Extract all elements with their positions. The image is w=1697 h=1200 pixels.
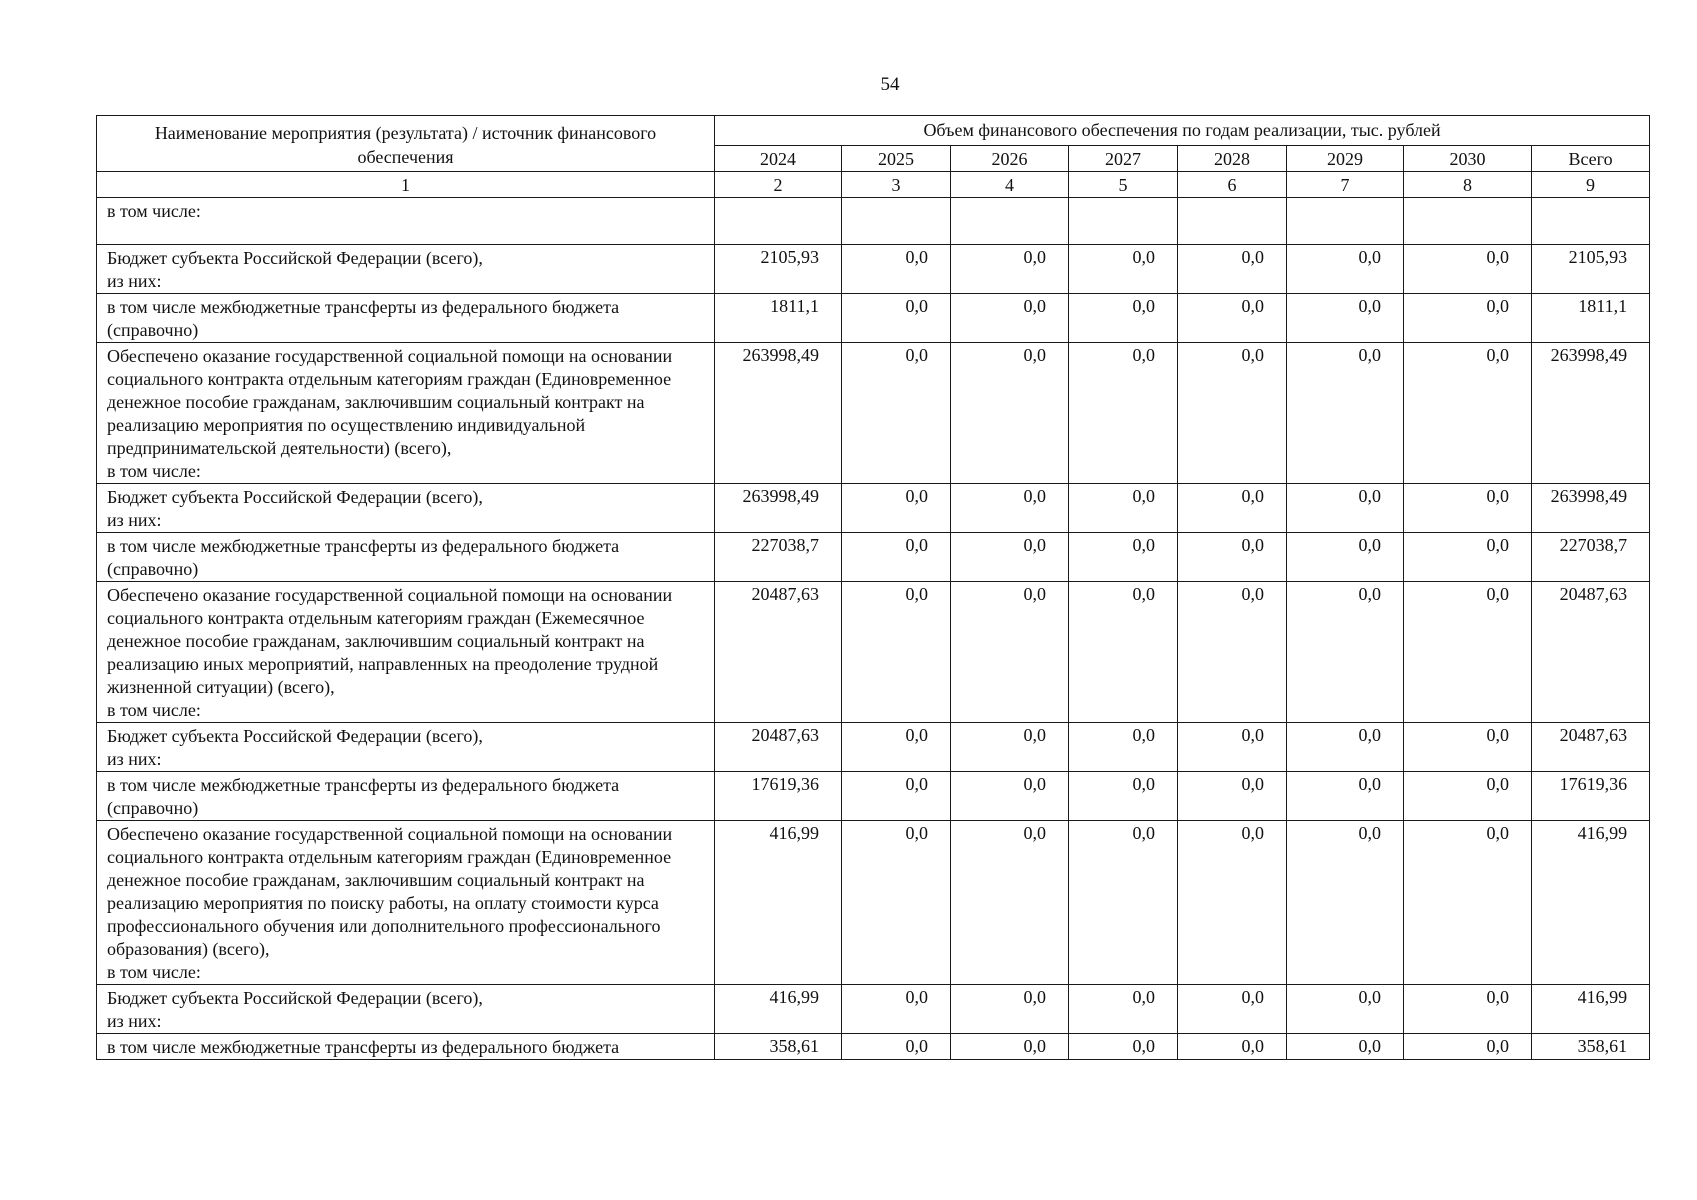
row-value-cell: 0,0 xyxy=(1287,821,1404,985)
row-value-cell: 0,0 xyxy=(1404,245,1532,294)
table-row xyxy=(97,198,1650,245)
row-value-cell: 2105,93 xyxy=(1532,245,1650,294)
row-value-cell: 0,0 xyxy=(842,582,951,723)
header-column-number: 8 xyxy=(1404,172,1532,198)
row-name-cell: Бюджет субъекта Российской Федерации (всего), из них: xyxy=(97,723,715,772)
financing-table xyxy=(96,115,1650,1060)
row-value-cell xyxy=(951,198,1069,245)
header-column-numbers-row xyxy=(97,172,1650,198)
table-row xyxy=(97,985,1650,1034)
header-column-number: 2 xyxy=(715,172,842,198)
row-value-cell: 0,0 xyxy=(1069,821,1178,985)
row-value-cell: 0,0 xyxy=(951,1034,1069,1060)
row-value-cell: 0,0 xyxy=(1178,772,1287,821)
row-value-cell: 0,0 xyxy=(1178,985,1287,1034)
row-value-cell: 17619,36 xyxy=(1532,772,1650,821)
row-name-cell: в том числе: xyxy=(97,198,715,245)
row-value-cell: 0,0 xyxy=(1404,343,1532,484)
row-value-cell: 0,0 xyxy=(842,723,951,772)
row-value-cell: 0,0 xyxy=(1178,484,1287,533)
row-value-cell: 0,0 xyxy=(1287,1034,1404,1060)
row-value-cell: 227038,7 xyxy=(715,533,842,582)
row-value-cell: 0,0 xyxy=(1287,772,1404,821)
row-value-cell: 0,0 xyxy=(1404,985,1532,1034)
row-value-cell xyxy=(1178,198,1287,245)
row-value-cell: 0,0 xyxy=(1069,985,1178,1034)
row-value-cell: 2105,93 xyxy=(715,245,842,294)
row-value-cell: 0,0 xyxy=(1404,294,1532,343)
row-value-cell: 0,0 xyxy=(1287,582,1404,723)
row-value-cell: 0,0 xyxy=(1404,533,1532,582)
header-year-cell: Всего xyxy=(1532,146,1650,172)
row-name-cell: Бюджет субъекта Российской Федерации (всего), из них: xyxy=(97,245,715,294)
row-value-cell: 0,0 xyxy=(1069,582,1178,723)
row-value-cell: 0,0 xyxy=(842,533,951,582)
table-row xyxy=(97,533,1650,582)
table-row xyxy=(97,484,1650,533)
row-value-cell xyxy=(1287,198,1404,245)
row-value-cell: 0,0 xyxy=(842,484,951,533)
row-value-cell: 0,0 xyxy=(1178,294,1287,343)
row-value-cell: 263998,49 xyxy=(715,343,842,484)
row-value-cell: 0,0 xyxy=(1069,294,1178,343)
table-row xyxy=(97,582,1650,723)
row-value-cell: 17619,36 xyxy=(715,772,842,821)
header-year-cell: 2028 xyxy=(1178,146,1287,172)
row-value-cell: 20487,63 xyxy=(715,723,842,772)
table-row xyxy=(97,343,1650,484)
row-value-cell: 0,0 xyxy=(951,821,1069,985)
row-value-cell xyxy=(1069,198,1178,245)
row-value-cell: 0,0 xyxy=(1404,1034,1532,1060)
row-value-cell: 0,0 xyxy=(842,1034,951,1060)
page-number: 54 xyxy=(880,74,900,95)
row-value-cell xyxy=(842,198,951,245)
row-value-cell: 263998,49 xyxy=(1532,343,1650,484)
row-value-cell: 358,61 xyxy=(715,1034,842,1060)
table-row xyxy=(97,723,1650,772)
row-value-cell: 263998,49 xyxy=(715,484,842,533)
row-value-cell: 263998,49 xyxy=(1532,484,1650,533)
table-row xyxy=(97,294,1650,343)
row-value-cell: 0,0 xyxy=(1178,533,1287,582)
row-value-cell: 0,0 xyxy=(951,985,1069,1034)
row-value-cell: 0,0 xyxy=(951,343,1069,484)
row-value-cell: 0,0 xyxy=(1287,245,1404,294)
row-value-cell: 1811,1 xyxy=(1532,294,1650,343)
row-value-cell: 0,0 xyxy=(1287,294,1404,343)
header-column-number: 6 xyxy=(1178,172,1287,198)
row-name-cell: Бюджет субъекта Российской Федерации (всего), из них: xyxy=(97,985,715,1034)
row-value-cell: 0,0 xyxy=(1178,343,1287,484)
header-column-number: 4 xyxy=(951,172,1069,198)
row-value-cell: 0,0 xyxy=(1404,582,1532,723)
row-value-cell: 227038,7 xyxy=(1532,533,1650,582)
table-row xyxy=(97,772,1650,821)
row-value-cell: 0,0 xyxy=(1404,772,1532,821)
header-year-cell: 2025 xyxy=(842,146,951,172)
header-column-number: 3 xyxy=(842,172,951,198)
row-value-cell: 0,0 xyxy=(1069,245,1178,294)
row-value-cell: 0,0 xyxy=(1287,343,1404,484)
table-row xyxy=(97,1034,1650,1060)
header-year-cell: 2029 xyxy=(1287,146,1404,172)
row-name-cell: в том числе межбюджетные трансферты из федерального бюджета (справочно) xyxy=(97,294,715,343)
row-value-cell: 0,0 xyxy=(1287,533,1404,582)
row-value-cell: 416,99 xyxy=(715,985,842,1034)
row-value-cell: 0,0 xyxy=(951,723,1069,772)
row-value-cell: 0,0 xyxy=(842,245,951,294)
row-value-cell: 0,0 xyxy=(1287,985,1404,1034)
row-value-cell: 0,0 xyxy=(1069,1034,1178,1060)
header-column-number: 5 xyxy=(1069,172,1178,198)
row-value-cell xyxy=(715,198,842,245)
row-value-cell: 0,0 xyxy=(842,985,951,1034)
row-value-cell: 0,0 xyxy=(1287,484,1404,533)
row-value-cell: 0,0 xyxy=(951,245,1069,294)
row-value-cell: 20487,63 xyxy=(715,582,842,723)
row-name-cell: Обеспечено оказание государственной социальной помощи на основании социального контракта отдельным категориям граждан (Единовременное денежное пособие гражданам, заключившим социальный контракт на реализацию мероприятия по поиску работы, на оплату стоимости курса профессионального обучения или дополнительного профессионального образования) (всего), в том числе: xyxy=(97,821,715,985)
row-value-cell: 0,0 xyxy=(1404,484,1532,533)
row-value-cell: 0,0 xyxy=(1178,821,1287,985)
row-name-cell: Обеспечено оказание государственной социальной помощи на основании социального контракта отдельным категориям граждан (Единовременное денежное пособие гражданам, заключившим социальный контракт на реализацию мероприятия по осуществлению индивидуальной предпринимательской деятельности) (всего), в том числе: xyxy=(97,343,715,484)
row-value-cell: 0,0 xyxy=(951,533,1069,582)
header-column-number: 9 xyxy=(1532,172,1650,198)
row-value-cell: 0,0 xyxy=(1069,772,1178,821)
row-value-cell: 416,99 xyxy=(715,821,842,985)
row-value-cell: 0,0 xyxy=(1069,723,1178,772)
row-value-cell: 0,0 xyxy=(1178,723,1287,772)
table-header xyxy=(97,116,1650,198)
header-column-number: 7 xyxy=(1287,172,1404,198)
header-year-cell: 2026 xyxy=(951,146,1069,172)
row-value-cell: 1811,1 xyxy=(715,294,842,343)
row-value-cell: 416,99 xyxy=(1532,985,1650,1034)
header-year-cell: 2027 xyxy=(1069,146,1178,172)
row-value-cell xyxy=(1532,198,1650,245)
row-value-cell: 0,0 xyxy=(1178,1034,1287,1060)
row-value-cell: 0,0 xyxy=(1178,582,1287,723)
row-name-cell: Обеспечено оказание государственной социальной помощи на основании социального контракта отдельным категориям граждан (Ежемесячное денежное пособие гражданам, заключившим социальный контракт на реализацию иных мероприятий, направленных на преодоление трудной жизненной ситуации) (всего), в том числе: xyxy=(97,582,715,723)
row-value-cell: 0,0 xyxy=(1069,533,1178,582)
row-value-cell: 0,0 xyxy=(1069,484,1178,533)
row-value-cell: 0,0 xyxy=(1404,821,1532,985)
row-value-cell: 0,0 xyxy=(951,294,1069,343)
table-body xyxy=(97,198,1650,1060)
header-financing-group: Объем финансового обеспечения по годам реализации, тыс. рублей xyxy=(715,116,1650,146)
header-year-cell: 2024 xyxy=(715,146,842,172)
row-value-cell: 0,0 xyxy=(1404,723,1532,772)
row-value-cell: 0,0 xyxy=(842,343,951,484)
row-value-cell: 416,99 xyxy=(1532,821,1650,985)
row-value-cell: 0,0 xyxy=(1178,245,1287,294)
row-name-cell: в том числе межбюджетные трансферты из федерального бюджета (справочно) xyxy=(97,772,715,821)
row-value-cell: 20487,63 xyxy=(1532,582,1650,723)
header-year-cell: 2030 xyxy=(1404,146,1532,172)
row-value-cell: 0,0 xyxy=(1287,723,1404,772)
row-name-cell: в том числе межбюджетные трансферты из федерального бюджета xyxy=(97,1034,715,1060)
row-value-cell: 0,0 xyxy=(1069,343,1178,484)
table-row xyxy=(97,821,1650,985)
row-value-cell: 20487,63 xyxy=(1532,723,1650,772)
row-value-cell: 0,0 xyxy=(842,821,951,985)
row-value-cell: 358,61 xyxy=(1532,1034,1650,1060)
row-value-cell: 0,0 xyxy=(842,772,951,821)
row-value-cell: 0,0 xyxy=(951,582,1069,723)
table-row xyxy=(97,245,1650,294)
row-value-cell: 0,0 xyxy=(951,772,1069,821)
row-name-cell: в том числе межбюджетные трансферты из федерального бюджета (справочно) xyxy=(97,533,715,582)
header-column-number: 1 xyxy=(97,172,715,198)
row-value-cell: 0,0 xyxy=(951,484,1069,533)
row-name-cell: Бюджет субъекта Российской Федерации (всего), из них: xyxy=(97,484,715,533)
row-value-cell: 0,0 xyxy=(842,294,951,343)
row-value-cell xyxy=(1404,198,1532,245)
header-name-column: Наименование мероприятия (результата) / источник финансового обеспечения xyxy=(97,116,715,172)
